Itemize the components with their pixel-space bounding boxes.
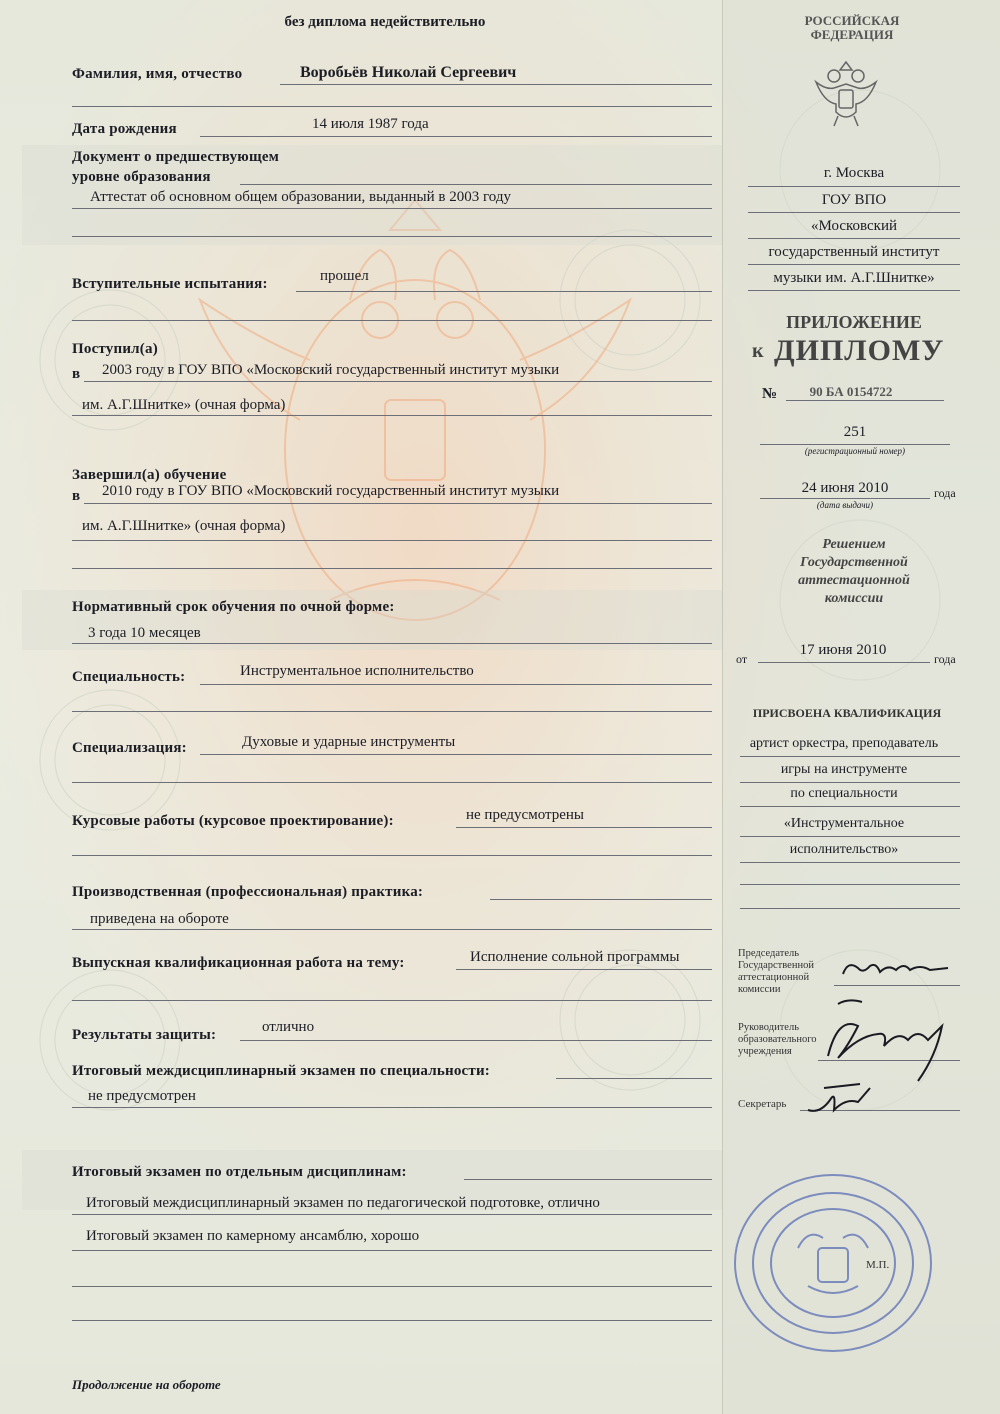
term-label: Нормативный срок обучения по очной форме: — [72, 599, 395, 615]
qualification-line-3: по специальности — [790, 786, 898, 801]
line — [72, 1250, 712, 1251]
line — [72, 208, 712, 209]
chair-signature-icon — [838, 956, 958, 984]
defense-value: отлично — [262, 1019, 315, 1035]
chair-line-3: аттестационной — [738, 972, 810, 983]
line — [200, 684, 712, 685]
secretary-caption: Секретарь — [738, 1098, 787, 1110]
registration-number: 251 — [843, 424, 867, 440]
decision-date-suffix: года — [934, 652, 956, 666]
qualification-line-2: игры на инструменте — [780, 762, 908, 777]
registration-caption: (регистрационный номер) — [804, 446, 906, 456]
qualification-line-5: исполнительство» — [789, 842, 899, 857]
thesis-value: Исполнение сольной программы — [470, 949, 680, 965]
chair-line-1: Председатель — [738, 948, 800, 959]
line — [464, 1179, 712, 1180]
line — [72, 929, 712, 930]
chair-line-2: Государственной — [738, 960, 814, 971]
prev-doc-value: Аттестат об основном общем образовании, выданный в 2003 году — [90, 189, 511, 205]
line — [200, 754, 712, 755]
line — [200, 136, 712, 137]
decision-from: от — [736, 652, 748, 666]
line — [240, 1040, 712, 1041]
entered-prefix: в — [72, 366, 81, 382]
line — [456, 969, 712, 970]
line — [84, 381, 712, 382]
line — [786, 400, 944, 401]
country-line-1: РОССИЙСКАЯ — [804, 13, 900, 28]
decision-line-2: Государственной — [800, 555, 908, 570]
supplement-title-diploma: ДИПЛОМУ — [774, 334, 945, 367]
line — [556, 1078, 712, 1079]
official-stamp-icon — [728, 1168, 938, 1358]
issue-date-caption: (дата выдачи) — [816, 500, 874, 510]
head-caption — [738, 1022, 817, 1058]
thesis-label: Выпускная квалификационная работа на тему: — [72, 955, 405, 971]
line — [72, 568, 712, 569]
head-line-1: Руководитель — [738, 1022, 799, 1033]
line — [72, 320, 712, 321]
head-line-3: учреждения — [738, 1046, 792, 1057]
country-name — [752, 14, 952, 42]
entered-value-1: 2003 году в ГОУ ВПО «Московский государственный институт музыки — [102, 362, 560, 378]
head-line-2: образовательного — [738, 1034, 817, 1045]
line — [72, 106, 712, 107]
finished-value-1: 2010 году в ГОУ ВПО «Московский государственный институт музыки — [102, 483, 560, 499]
line — [280, 84, 712, 85]
decision-line-1: Решением — [822, 537, 886, 552]
number-prefix: № — [762, 386, 778, 402]
line — [748, 238, 960, 239]
final-exam-label: Итоговый междисциплинарный экзамен по специальности: — [72, 1063, 491, 1079]
line — [72, 782, 712, 783]
finished-value-2: им. А.Г.Шнитке» (очная форма) — [82, 518, 286, 534]
line — [748, 186, 960, 187]
org-line-4: музыки им. А.Г.Шнитке» — [773, 270, 935, 286]
defense-label: Результаты защиты: — [72, 1027, 217, 1043]
line — [740, 862, 960, 863]
city: г. Москва — [823, 165, 885, 181]
supplement-number: 90 БА 0154722 — [809, 384, 893, 399]
supplement-title: ПРИЛОЖЕНИЕ — [786, 312, 922, 332]
fio-value: Воробьёв Николай Сергеевич — [300, 64, 517, 81]
entrance-value: прошел — [320, 268, 369, 284]
qualification-title: ПРИСВОЕНА КВАЛИФИКАЦИЯ — [752, 706, 942, 720]
chair-line-4: комиссии — [738, 984, 781, 995]
line — [740, 908, 960, 909]
specialty-value: Инструментальное исполнительство — [240, 663, 474, 679]
line — [490, 899, 712, 900]
specialization-value: Духовые и ударные инструменты — [242, 734, 456, 750]
finished-prefix: в — [72, 488, 81, 504]
org-line-1: ГОУ ВПО — [821, 192, 887, 208]
line — [296, 291, 712, 292]
decision-line-3: аттестационной — [798, 573, 910, 588]
secretary-signature-icon — [800, 1080, 880, 1120]
line — [72, 415, 712, 416]
discipline-exam-value-2: Итоговый экзамен по камерному ансамблю, хорошо — [86, 1228, 420, 1244]
line — [72, 1214, 712, 1215]
org-line-3: государственный институт — [768, 244, 940, 260]
term-value: 3 года 10 месяцев — [88, 625, 201, 641]
org-line-2: «Московский — [810, 218, 897, 234]
discipline-exam-value-1: Итоговый междисциплинарный экзамен по педагогической подготовке, отлично — [86, 1195, 600, 1211]
line — [72, 711, 712, 712]
line — [240, 184, 712, 185]
prev-doc-label-1: Документ о предшествующем — [72, 149, 280, 165]
specialty-label: Специальность: — [72, 669, 186, 685]
line — [72, 1107, 712, 1108]
line — [740, 836, 960, 837]
decision-text — [748, 536, 960, 608]
chair-caption — [738, 948, 814, 996]
dob-label: Дата рождения — [72, 121, 177, 137]
line — [72, 643, 712, 644]
country-line-2: ФЕДЕРАЦИЯ — [810, 27, 894, 42]
line — [748, 264, 960, 265]
line — [760, 444, 950, 445]
line — [758, 662, 930, 663]
supplement-title-prefix: к — [752, 340, 764, 362]
line — [84, 503, 712, 504]
finished-label: Завершил(а) обучение — [72, 467, 227, 483]
qualification-line-4: «Инструментальное — [783, 816, 905, 831]
issue-date: 24 июня 2010 — [801, 480, 889, 496]
qualification-line-1: артист оркестра, преподаватель — [749, 736, 939, 751]
line — [72, 855, 712, 856]
specialization-label: Специализация: — [72, 740, 187, 756]
coursework-value: не предусмотрены — [466, 807, 585, 823]
continuation-note: Продолжение на обороте — [72, 1377, 221, 1392]
line — [748, 290, 960, 291]
fio-label: Фамилия, имя, отчество — [72, 66, 243, 82]
entered-value-2: им. А.Г.Шнитке» (очная форма) — [82, 397, 286, 413]
validity-note: без диплома недействительно — [284, 14, 486, 30]
issue-date-suffix: года — [934, 486, 956, 500]
line — [740, 884, 960, 885]
decision-date: 17 июня 2010 — [799, 642, 887, 658]
entrance-label: Вступительные испытания: — [72, 276, 268, 292]
line — [72, 1320, 712, 1321]
practice-value: приведена на обороте — [90, 911, 229, 927]
line — [740, 756, 960, 757]
decision-line-4: комиссии — [824, 591, 884, 606]
dob-value: 14 июля 1987 года — [312, 116, 429, 132]
line — [72, 236, 712, 237]
stamp-place-label: М.П. — [866, 1259, 890, 1271]
line — [740, 806, 960, 807]
line — [834, 985, 960, 986]
head-signature-icon — [818, 996, 958, 1086]
line — [748, 212, 960, 213]
line — [456, 827, 712, 828]
entered-label: Поступил(а) — [72, 341, 158, 357]
final-exam-value: не предусмотрен — [88, 1088, 196, 1104]
line — [72, 1000, 712, 1001]
prev-doc-label-2: уровне образования — [72, 169, 211, 185]
practice-label: Производственная (профессиональная) практика: — [72, 884, 424, 900]
discipline-exam-label: Итоговый экзамен по отдельным дисциплинам: — [72, 1164, 407, 1180]
coat-of-arms-icon — [806, 52, 886, 132]
line — [72, 1286, 712, 1287]
line — [760, 498, 930, 499]
coursework-label: Курсовые работы (курсовое проектирование): — [72, 813, 394, 829]
line — [740, 782, 960, 783]
line — [72, 540, 712, 541]
